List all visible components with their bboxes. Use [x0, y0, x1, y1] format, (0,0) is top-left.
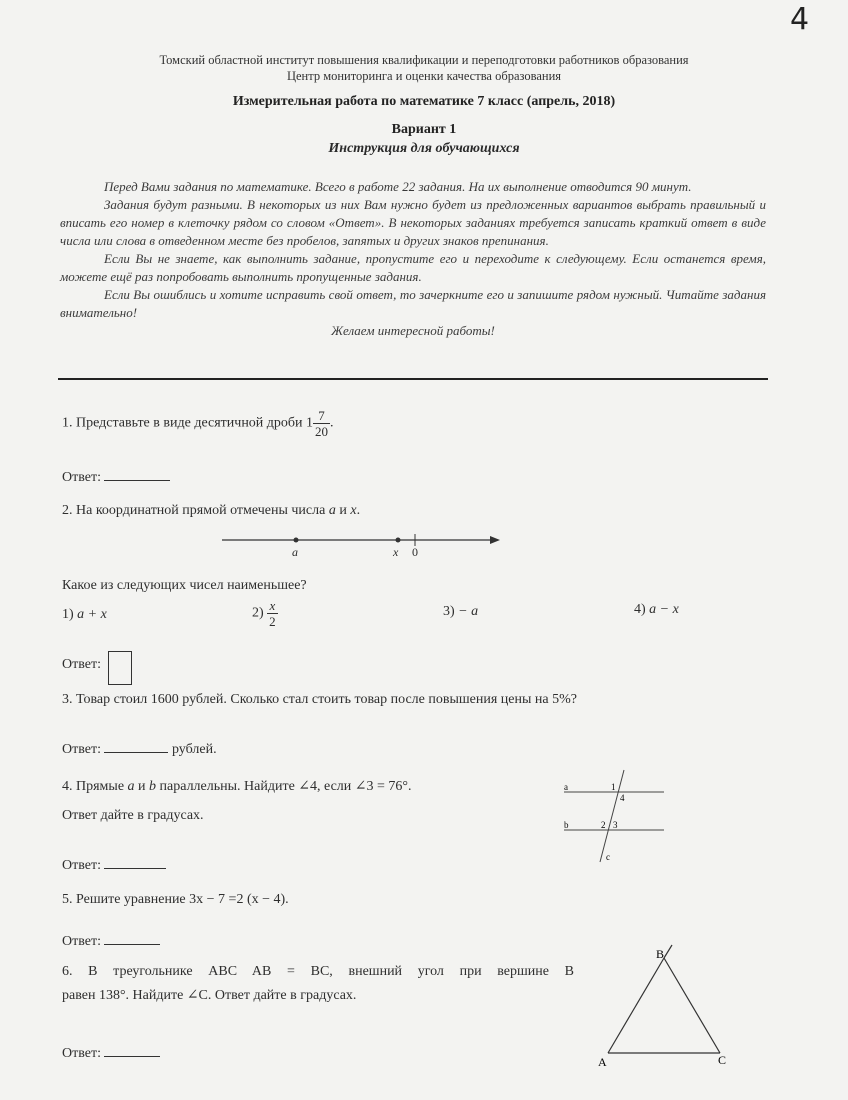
instructions — [60, 178, 766, 340]
vertex-a: A — [598, 1055, 607, 1069]
label-3: 3 — [613, 820, 618, 830]
fraction — [313, 408, 330, 439]
answer-5 — [62, 932, 160, 950]
conj: и — [335, 503, 351, 518]
answer-1-field[interactable] — [104, 468, 170, 481]
q4-pre: 4. Прямые — [62, 779, 128, 794]
parallel-lines-diagram — [560, 768, 670, 864]
vertex-c: C — [718, 1053, 727, 1067]
label-c: c — [606, 852, 610, 862]
option-3-text: − a — [458, 604, 479, 619]
instructions-p2: Задания будут разными. В некоторых из них Вам нужно будет из предложенных вариантов выбрать правильный и вписать его номер в клеточку рядом со словом «Ответ». В некоторых заданиях требуется записать краткий ответ в виде числа или слова в отведенном месте без пробелов, запятых и других знаков препинания. — [60, 197, 766, 248]
answer-3 — [62, 740, 217, 758]
axis-label-zero: 0 — [412, 545, 418, 559]
axis-label-a: a — [292, 545, 298, 559]
question-2 — [62, 503, 360, 519]
answer-3-field[interactable] — [104, 740, 168, 753]
question-4-text — [62, 778, 412, 795]
instructions-closing: Желаем интересной работы! — [331, 323, 495, 338]
question-2-prompt: Какое из следующих чисел наименьшее? — [62, 578, 307, 593]
answer-4-field[interactable] — [104, 856, 166, 869]
var-x: x — [350, 503, 357, 518]
extension-ab — [664, 945, 672, 958]
option-3[interactable] — [443, 604, 478, 620]
instructions-p3: Если Вы не знаете, как выполнить задание, пропустите его и переходите к следующему. Если останется время, можете ещё раз попробовать выполнить пропущенные задания. — [60, 251, 766, 284]
q4-b: b — [149, 779, 157, 794]
answer-label: Ответ: — [62, 1046, 101, 1061]
option-1-number: 1) — [62, 607, 74, 622]
question-1-tail: . — [330, 415, 334, 431]
fraction-numerator: 7 — [313, 408, 330, 424]
option-1-text: a + x — [77, 607, 107, 622]
answer-5-field[interactable] — [104, 932, 160, 945]
answer-label: Ответ: — [62, 858, 101, 873]
option-4-number: 4) — [634, 602, 646, 617]
point-x — [396, 538, 401, 543]
fraction-denominator: 20 — [315, 424, 329, 439]
question-5-text: 5. Решите уравнение 3x − 7 =2 (x − 4). — [62, 892, 289, 907]
instructions-p1: Перед Вами задания по математике. Всего в работе 22 задания. На их выполнение отводится 90 минут. — [104, 179, 692, 194]
question-3-text: 3. Товар стоил 1600 рублей. Сколько стал стоить товар после повышения цены на 5%? — [62, 692, 577, 707]
answer-3-unit: рублей. — [171, 742, 217, 757]
option-2-number: 2) — [252, 605, 264, 621]
option-2-numerator: x — [267, 598, 278, 614]
option-2-denominator: 2 — [269, 614, 276, 629]
option-3-number: 3) — [443, 604, 455, 619]
dot: . — [356, 503, 361, 518]
q4-post: параллельны. Найдите ∠4, если ∠3 = 76°. — [156, 779, 412, 794]
axis-label-x: x — [393, 545, 399, 559]
number-line-arrow — [490, 536, 500, 544]
point-a — [294, 538, 299, 543]
label-1: 1 — [611, 782, 616, 792]
answer-6-field[interactable] — [104, 1044, 160, 1057]
answer-4 — [62, 856, 166, 874]
q4-a: a — [127, 779, 135, 794]
number-line — [218, 528, 508, 564]
answer-2-box[interactable] — [108, 651, 132, 685]
question-2-text: 2. На координатной прямой отмечены числа — [62, 503, 329, 518]
question-6-line-2: равен 138°. Найдите ∠C. Ответ дайте в градусах. — [62, 988, 357, 1003]
q4-and: и — [134, 779, 150, 794]
side-bc — [664, 958, 720, 1053]
page-title: Измерительная работа по математике 7 класс (апрель, 2018) — [232, 94, 616, 109]
vertex-b: B — [656, 947, 665, 961]
var-a: a — [328, 503, 336, 518]
side-ab — [608, 958, 664, 1053]
question-1-text: 1. Представьте в виде десятичной дроби 1 — [62, 415, 314, 431]
variant-label: Вариант 1 — [391, 122, 457, 137]
instructions-heading: Инструкция для обучающихся — [328, 141, 520, 156]
answer-2-label: Ответ: — [62, 657, 101, 672]
label-2: 2 — [601, 820, 606, 830]
option-1[interactable] — [62, 607, 107, 623]
answer-1 — [62, 468, 170, 486]
answer-6 — [62, 1044, 160, 1062]
page-number: 4 — [790, 2, 810, 37]
option-2-fraction — [267, 598, 278, 629]
label-b: b — [564, 820, 569, 830]
question-1 — [62, 408, 334, 439]
triangle-diagram — [592, 940, 742, 1070]
center-name: Центр мониторинга и оценки качества образования — [286, 69, 562, 83]
option-4[interactable] — [634, 602, 679, 618]
option-2[interactable] — [252, 598, 278, 629]
label-a: a — [564, 782, 568, 792]
header-divider — [58, 378, 768, 380]
answer-label: Ответ: — [62, 470, 101, 485]
answer-label: Ответ: — [62, 742, 101, 757]
instructions-p4: Если Вы ошиблись и хотите исправить свой ответ, то зачеркните его и запишите рядом нужный. Читайте задания внимательно! — [60, 287, 766, 320]
option-4-text: a − x — [649, 602, 679, 617]
institute-name: Томский областной институт повышения квалификации и переподготовки работников образования — [159, 53, 689, 67]
label-4: 4 — [620, 793, 625, 803]
question-4-sub: Ответ дайте в градусах. — [62, 808, 204, 823]
answer-label: Ответ: — [62, 934, 101, 949]
question-6-line-1: 6. В треугольнике ABC AB = BC, внешний угол при вершине B — [62, 964, 574, 979]
